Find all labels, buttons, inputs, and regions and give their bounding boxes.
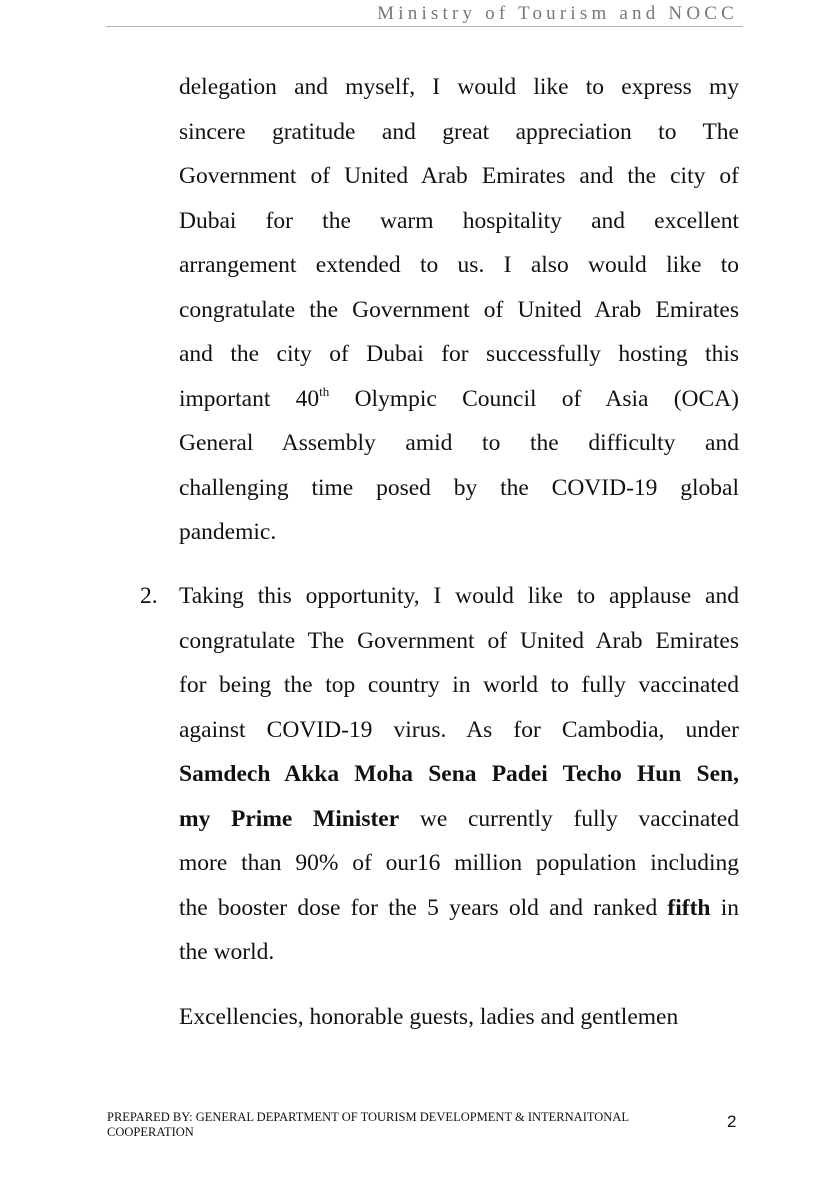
- text-line: more than 90% of our16 million population including: [179, 850, 739, 876]
- text-line: arrangement extended to us. I also would like to: [179, 252, 739, 278]
- footer-line: COOPERATION: [107, 1125, 194, 1139]
- text-run: in: [710, 894, 739, 921]
- text-line: Dubai for the warm hospitality and excellent: [179, 207, 739, 234]
- text-run: Olympic Council of Asia (OCA): [329, 385, 740, 412]
- bold-text-line: [179, 752, 739, 797]
- text-line: Taking this opportunity, I would like to applause and: [179, 583, 739, 609]
- text-line: Government of United Arab Emirates and the city of: [179, 163, 739, 189]
- bold-title: my Prime Minister: [179, 805, 400, 832]
- page-number: 2: [727, 1112, 737, 1131]
- text-line: Excellencies, honorable guests, ladies and gentlemen: [179, 1004, 679, 1030]
- text-line: congratulate the Government of United Arab Emirates: [179, 296, 739, 323]
- text-line: against COVID-19 virus. As for Cambodia, under: [179, 716, 739, 743]
- page-footer: [107, 1110, 667, 1140]
- bold-name: Samdech Akka Moha Sena Padei Techo Hun Sen,: [179, 761, 739, 787]
- text-line: sincere gratitude and great appreciation to The: [179, 118, 739, 145]
- bold-word: fifth: [667, 894, 711, 921]
- header-divider: [106, 26, 743, 27]
- text-line: pandemic.: [179, 519, 277, 545]
- ordinal-superscript: th: [319, 383, 330, 399]
- text-line-mixed: [179, 886, 739, 931]
- text-line: for being the top country in world to fully vaccinated: [179, 672, 739, 698]
- text-line: congratulate The Government of United Arab Emirates: [179, 627, 739, 654]
- text-run: important 40: [179, 385, 320, 412]
- page-header: Ministry of Tourism and NOCC: [377, 3, 738, 24]
- list-item-paragraph: [179, 574, 739, 975]
- text-line: delegation and myself, I would like to express my: [179, 74, 739, 100]
- list-item-number: 2.: [140, 583, 158, 609]
- footer-line: PREPARED BY: GENERAL DEPARTMENT OF TOURISM DEVELOPMENT & INTERNAITONAL: [107, 1110, 629, 1124]
- text-run: we currently fully vaccinated: [399, 805, 739, 832]
- text-line: the world.: [179, 939, 275, 965]
- text-line-mixed: [179, 797, 739, 842]
- text-run: the booster dose for the 5 years old and ranked: [179, 894, 668, 921]
- text-line: challenging time posed by the COVID-19 global: [179, 474, 739, 501]
- closing-salutation: [179, 995, 739, 1040]
- text-line-with-superscript: [179, 377, 739, 422]
- paragraph-continued: [179, 65, 739, 555]
- text-line: General Assembly amid to the difficulty and: [179, 430, 739, 456]
- text-line: and the city of Dubai for successfully hosting this: [179, 341, 739, 367]
